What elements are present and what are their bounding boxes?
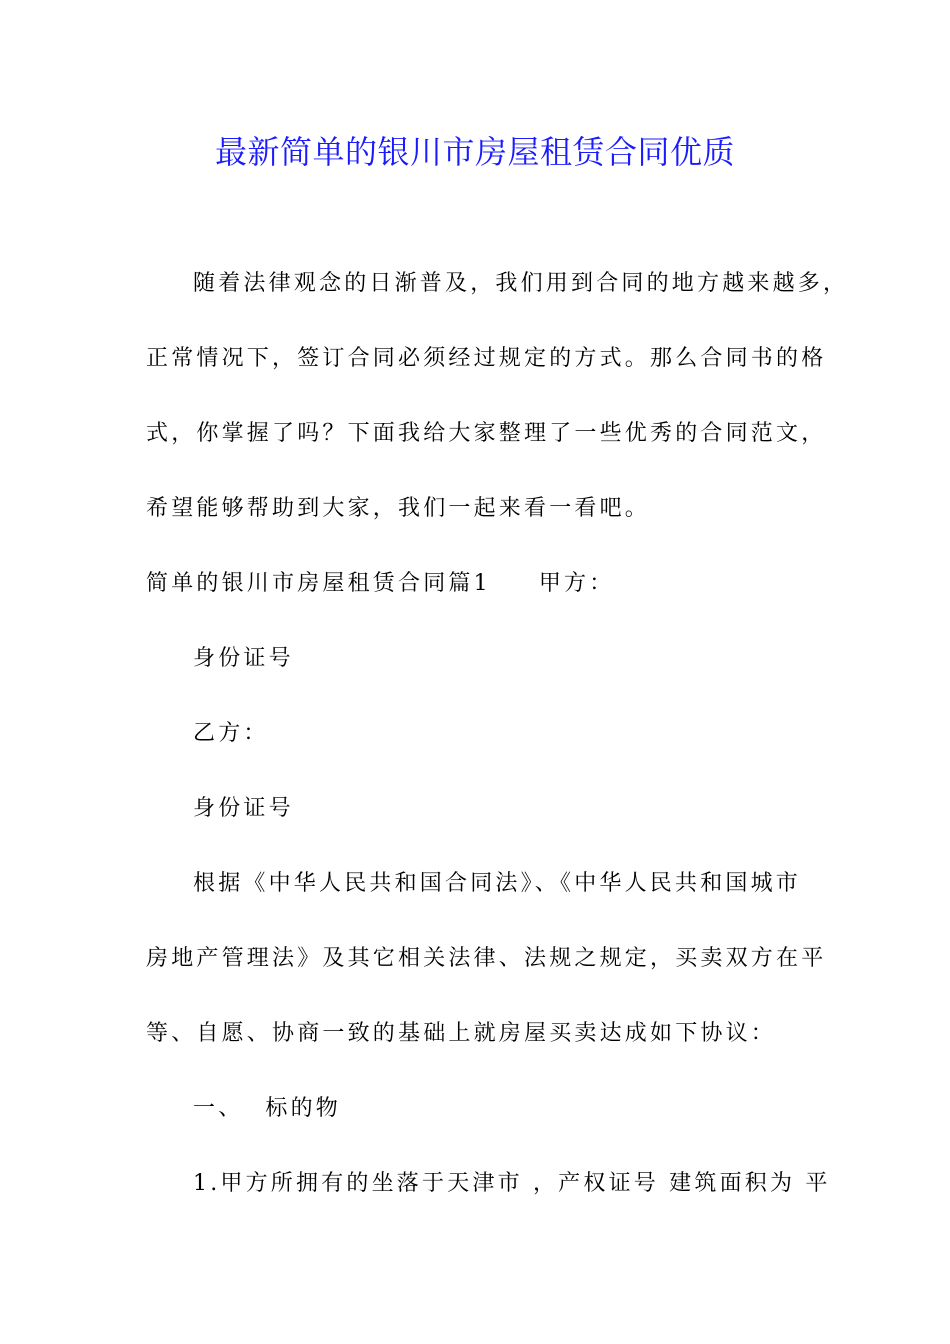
- party-b-label: 乙方：: [193, 721, 269, 746]
- item-1-line: 1.甲方所拥有的坐落于天津市 ，产权证号 建筑面积为 平: [193, 1171, 831, 1196]
- intro-line-2: 正常情况下，签订合同必须经过规定的方式。那么合同书的格: [146, 346, 827, 371]
- id-number-a: 身份证号: [193, 646, 294, 671]
- section-heading: 简单的银川市房屋租赁合同篇1: [146, 571, 491, 596]
- basis-line-1: 根据《中华人民共和国合同法》、《中华人民共和国城市: [193, 871, 802, 896]
- basis-line-2: 房地产管理法》及其它相关法律、法规之规定，买卖双方在平: [146, 946, 827, 971]
- document-title: 最新简单的银川市房屋租赁合同优质: [214, 133, 735, 171]
- id-number-b: 身份证号: [193, 796, 294, 821]
- clause-one-number: 一、: [193, 1096, 244, 1121]
- intro-line-1: 随着法律观念的日渐普及，我们用到合同的地方越来越多，: [193, 271, 849, 296]
- clause-one-title: 标的物: [265, 1096, 342, 1121]
- section-heading-row: [146, 569, 614, 599]
- clause-one-heading: [193, 1094, 341, 1124]
- party-a-label: 甲方：: [538, 571, 615, 596]
- basis-line-3: 等、自愿、协商一致的基础上就房屋买卖达成如下协议：: [146, 1021, 777, 1046]
- intro-line-3: 式，你掌握了吗？下面我给大家整理了一些优秀的合同范文，: [146, 421, 827, 446]
- intro-line-4: 希望能够帮助到大家，我们一起来看一看吧。: [146, 496, 651, 521]
